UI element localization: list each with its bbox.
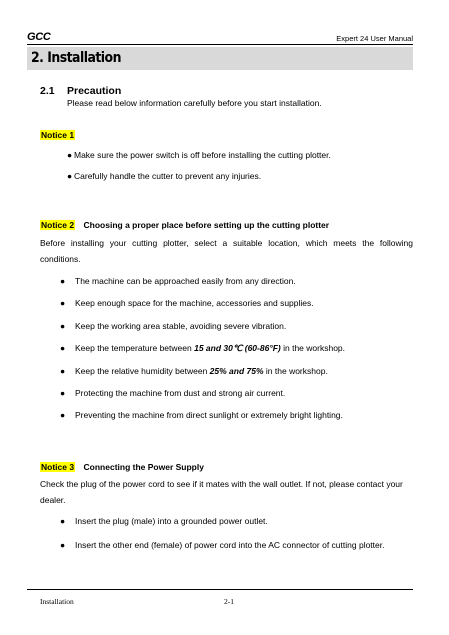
list-item [67, 150, 331, 160]
list-item-text: Insert the other end (female) of power cord into the AC connector of cutting plotter. [75, 540, 385, 550]
list-item [60, 366, 328, 376]
notice-2-label: Notice 2 [41, 220, 75, 230]
bullet-icon: ● [67, 150, 73, 160]
list-item-text: Keep the working area stable, avoiding severe vibration. [75, 321, 287, 331]
bullet-icon: ● [60, 343, 66, 353]
temperature-prefix: Keep the temperature between [75, 343, 195, 353]
list-item [60, 388, 285, 398]
notice-3-label: Notice 3 [41, 462, 75, 472]
list-item-text: Carefully handle the cutter to prevent any injuries. [74, 171, 262, 181]
bullet-icon: ● [60, 540, 66, 550]
list-item-text: Keep enough space for the machine, accessories and supplies. [75, 298, 314, 308]
list-item [60, 276, 296, 286]
header-divider [27, 44, 413, 45]
footer-chapter: Installation [40, 597, 74, 606]
list-item-text: The machine can be approached easily from any direction. [75, 276, 296, 286]
bullet-icon: ● [60, 298, 66, 308]
subsection-number: 2.1 [40, 85, 55, 97]
bullet-icon: ● [60, 366, 66, 376]
notice-1-label: Notice 1 [41, 130, 75, 140]
notice-2-paragraph: Before installing your cutting plotter, select a suitable location, which meets the following conditions. [40, 238, 413, 264]
notice-2 [40, 215, 329, 233]
list-item [60, 410, 343, 420]
notice-3-heading: Connecting the Power Supply [83, 462, 204, 472]
bullet-icon: ● [60, 388, 66, 398]
bullet-icon: ● [67, 171, 73, 181]
section-title: 2. Installation [31, 50, 121, 66]
notice-1 [40, 125, 75, 143]
list-item [67, 171, 261, 181]
bullet-icon: ● [60, 410, 66, 420]
list-item [60, 516, 268, 526]
list-item-text: Protecting the machine from dust and strong air current. [75, 388, 286, 398]
humidity-suffix: in the workshop. [263, 366, 328, 376]
temperature-suffix: in the workshop. [280, 343, 346, 353]
intro-text: Please read below information carefully before you start installation. [67, 98, 322, 108]
page-number: 2-1 [224, 597, 234, 606]
list-item [60, 343, 345, 354]
subsection-title: Precaution [67, 85, 122, 97]
bullet-icon: ● [60, 276, 66, 286]
list-item [60, 321, 286, 331]
list-item-text: Make sure the power switch is off before installing the cutting plotter. [74, 150, 331, 160]
bullet-icon: ● [60, 516, 66, 526]
notice-2-heading: Choosing a proper place before setting up the cutting plotter [83, 220, 330, 230]
footer-divider [27, 589, 413, 590]
list-item [60, 540, 384, 550]
manual-title: Expert 24 User Manual [336, 34, 413, 43]
list-item-text [75, 366, 328, 376]
list-item [60, 298, 314, 308]
notice-3-paragraph: Check the plug of the power cord to see if it mates with the wall outlet. If not, please contact your dealer. [40, 479, 403, 505]
list-item-text [75, 343, 345, 354]
list-item-text: Insert the plug (male) into a grounded power outlet. [75, 516, 268, 526]
temperature-range: 15 and 30℃ (60-86°F) [194, 343, 281, 353]
notice-3 [40, 457, 204, 475]
gcc-logo: GCC [27, 31, 51, 43]
humidity-prefix: Keep the relative humidity between [75, 366, 210, 376]
humidity-range: 25% and 75% [209, 366, 264, 376]
list-item-text: Preventing the machine from direct sunlight or extremely bright lighting. [75, 410, 343, 420]
bullet-icon: ● [60, 321, 66, 331]
